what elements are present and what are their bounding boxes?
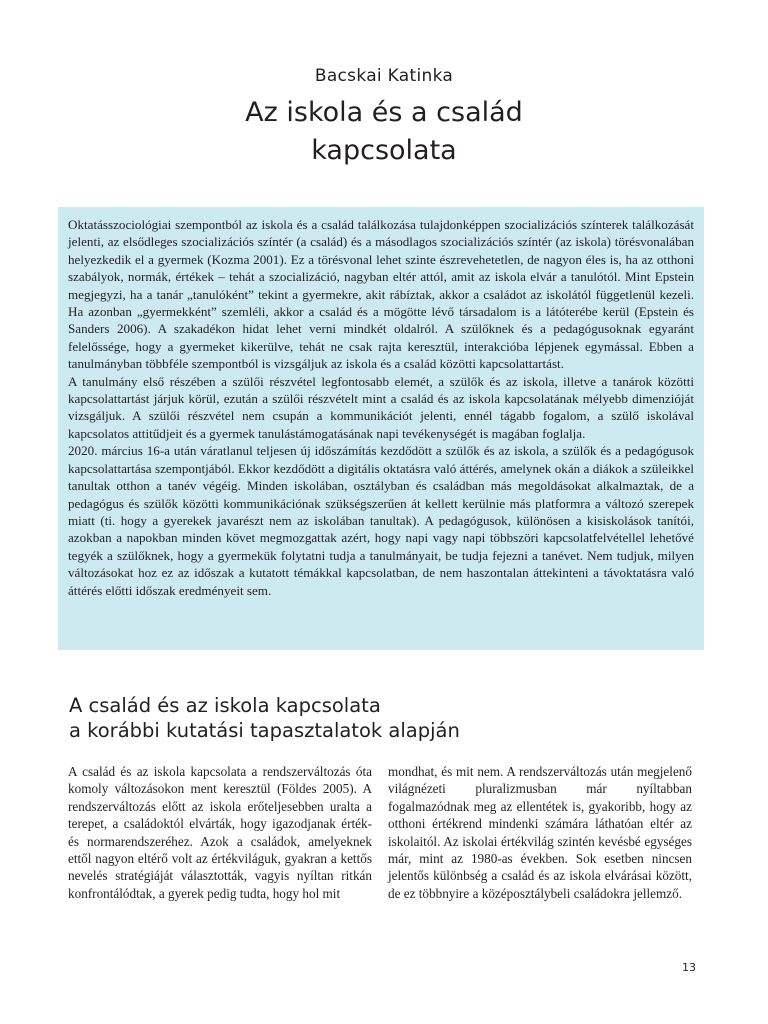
title-line-2: kapcsolata <box>311 135 457 166</box>
abstract-box <box>58 207 704 650</box>
section-heading <box>69 693 709 743</box>
title-line-1: Az iskola és a család <box>245 97 523 128</box>
section-heading-line-2: a korábbi kutatási tapasztalatok alapján <box>69 719 460 742</box>
abstract-paragraph-2: A tanulmány első részében a szülői részvétel legfontosabb elemét, a szülők és az iskola, illetve a tanárok közötti kapcsolattartást járjuk körül, ezután a szülői részvételt mint a család és az iskola kapcsolatának mélyebb dimenzióját vizsgáljuk. A szülői részvétel nem csupán a kommunikációt jelenti, ennél tágabb fogalom, a szülő iskolával kapcsolatos attitűdjeit és a gyermek tanulástámogatásának napi tevékenységét is magában foglalja. <box>68 373 694 441</box>
abstract-paragraph-1: Oktatásszociológiai szempontból az iskola és a család találkozása tulajdonképpen szocializációs színterek találkozását jelenti, az elsődleges szocializációs színtér (a család) és a másodlagos szocializációs színtér (az iskola) törésvonalában helyezkedik el a gyermek (Kozma 2001). Ez a törésvonal lehet szinte észrevehetetlen, de nagyon éles is, ha az otthoni szabályok, normák, értékek – tehát a szocializáció, nagyban eltér attól, amit az iskola elvár a tanulótól. Mint Epstein megjegyzi, ha a tanár „tanulóként” tekint a gyermekre, akit rábíztak, akkor a családot az iskolától függetlenül kezeli. Ha azonban „gyermekként” szemléli, akkor a család és a mögötte lévő társadalom is a látóterébe kerül (Epstein és Sanders 2006). A szakadékon hidat lehet verni mindkét oldalról. A szülőknek és a pedagógusoknak egyaránt felelőssége, hogy a gyermeket kikerülve, tehát ne csak rajta keresztül, interakcióba lépjenek egymással. Ebben a tanulmányban többféle szempontból is vizsgáljuk az iskola és a család közötti kapcsolattartást. <box>68 217 694 372</box>
author-name: Bacskai Katinka <box>314 66 454 86</box>
section-heading-line-1: A család és az iskola kapcsolata <box>69 694 381 717</box>
body-column-right <box>388 763 692 902</box>
abstract-paragraph-3: 2020. március 16-a után váratlanul teljesen új időszámítás kezdődött a szülők és az iskola, a szülők és a pedagógusok kapcsolattartása szempontjából. Ekkor kezdődött a digitális oktatásra való áttérés, amelynek okán a diákok a szüleikkel tanultak otthon a tanév végéig. Minden iskolában, osztályban és családban más megoldásokat alkalmaztak, de a pedagógus és szülők közötti kommunikációnak szükségszerűen át kellett kerülnie más platformra a változó szerepek miatt (ti. hogy a gyerekek javarészt nem az iskolában tanultak). A pedagógusok, különösen a kisiskolások tanítói, azokban a napokban minden követ megmozgattak azért, hogy napi vagy napi többszöri kapcsolatfelvétellel lehetővé tegyék a szülőknek, hogy a gyermekük folytatni tudja a tanulmányait, be tudja fejezni a tanévet. Nem tudjuk, milyen változásokat hoz ez az időszak a kutatott témákkal kapcsolatban, de nem haszontalan áttekinteni a távoktatásra való áttérés előtti időszak eredményeit sem. <box>68 443 694 598</box>
body-column-left <box>68 763 372 902</box>
body-paragraph-left: A család és az iskola kapcsolata a rendszerváltozás óta komoly változásokon ment keresztül (Földes 2005). A rendszerváltozás előtt az iskola erőteljesebben uralta a terepet, a családoktól elvárták, hogy igazodjanak érték- és normarendszeréhez. Azok a családok, amelyeknek ettől nagyon eltérő volt az értékviláguk, gyakran a kettős nevelés stratégiáját választották, vagyis nyíltan ritkán konfrontálódtak, a gyerek pedig tudta, hogy hol mit <box>68 764 372 901</box>
page-number: 13 <box>682 961 696 974</box>
body-paragraph-right: mondhat, és mit nem. A rendszerváltozás után megjelenő világnézeti pluralizmusban már nyíltabban fogalmazódnak meg az ellentétek is, gyakoribb, hogy az otthoni értékrend mindenki számára láthatóan eltér az iskolaitól. Az iskolai értékvilág szintén kevésbé egységes már, mint az 1980-as években. Sok esetben nincsen jelentős különbség a család és az iskola elvárásai között, de ez többnyire a középosztálybeli családokra jellemző. <box>388 764 692 901</box>
article-title <box>0 94 768 170</box>
